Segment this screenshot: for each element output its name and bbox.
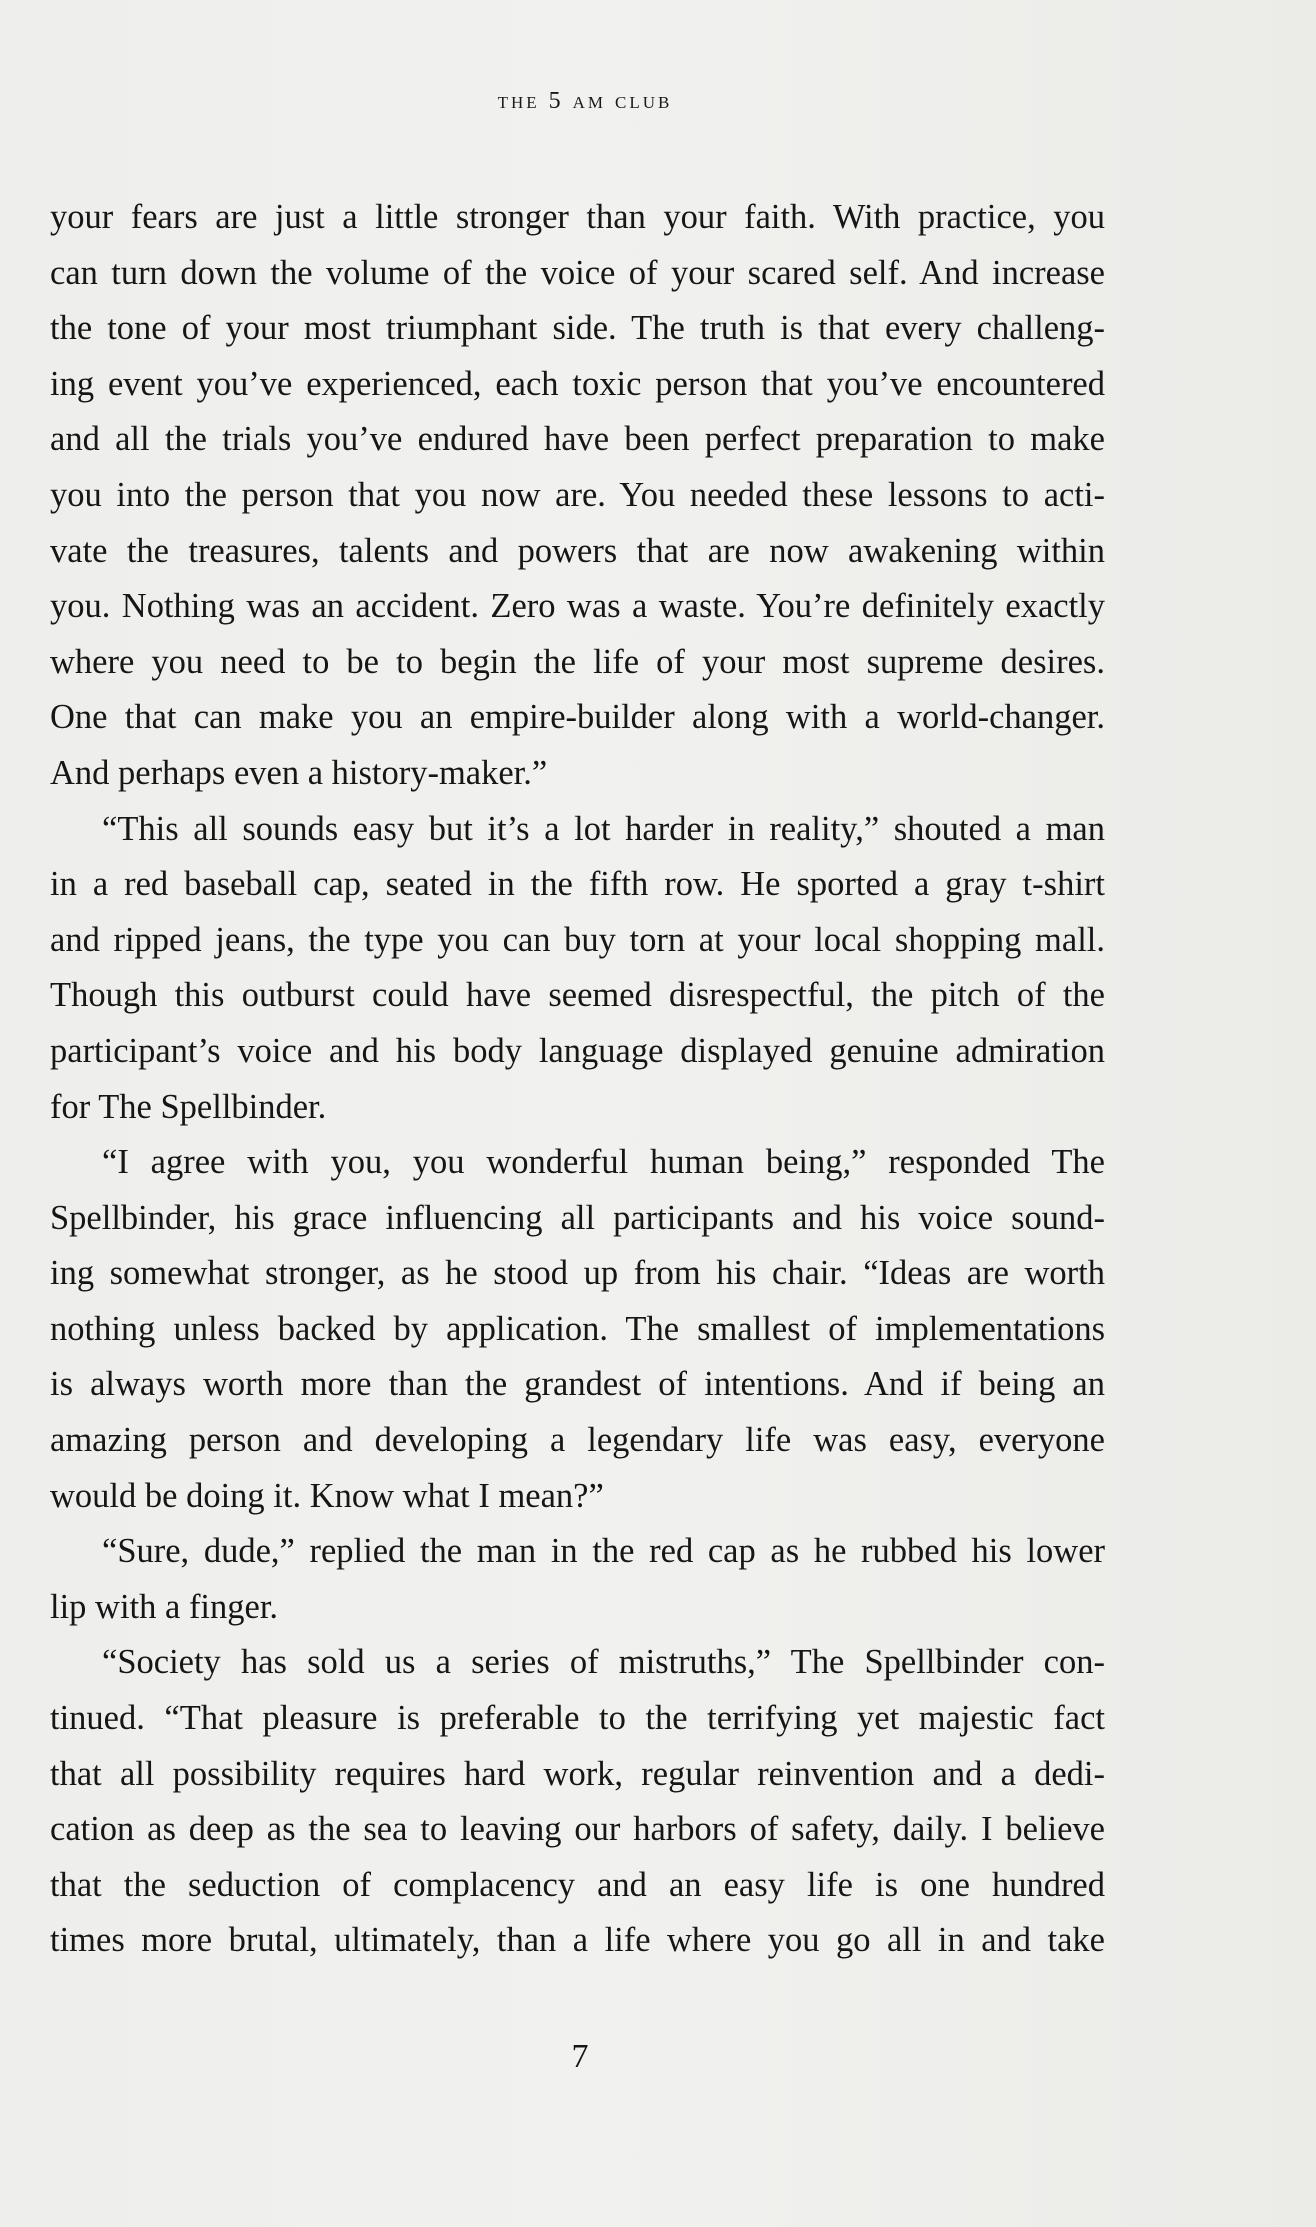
text-line: “Society has sold us a series of mistruths,” The Spellbinder con-: [102, 1643, 1105, 1682]
text-line: can turn down the volume of the voice of your scared self. And increase: [50, 253, 1105, 292]
text-line: you. Nothing was an accident. Zero was a waste. You’re definitely exactly: [50, 587, 1105, 626]
running-head: the 5 am club: [497, 88, 673, 114]
text-line: And perhaps even a history-maker.”: [50, 753, 548, 792]
page-number: 7: [571, 2038, 589, 2075]
text-line: participant’s voice and his body language displayed genuine admiration: [50, 1031, 1105, 1070]
text-line: where you need to be to begin the life of your most supreme desires.: [50, 642, 1105, 681]
text-line: “This all sounds easy but it’s a lot harder in reality,” shouted a man: [102, 809, 1105, 848]
text-line: ing somewhat stronger, as he stood up from his chair. “Ideas are worth: [50, 1254, 1105, 1293]
text-line: “I agree with you, you wonderful human being,” responded The: [102, 1143, 1105, 1182]
text-line: cation as deep as the sea to leaving our harbors of safety, daily. I believe: [50, 1810, 1105, 1849]
text-line: that all possibility requires hard work, regular reinvention and a dedi-: [50, 1754, 1105, 1793]
text-line: and all the trials you’ve endured have been perfect preparation to make: [50, 420, 1105, 459]
text-line: Spellbinder, his grace influencing all participants and his voice sound-: [50, 1198, 1105, 1237]
text-line: that the seduction of complacency and an easy life is one hundred: [50, 1865, 1105, 1904]
text-line: your fears are just a little stronger than your faith. With practice, you: [50, 198, 1105, 236]
text-line: you into the person that you now are. You needed these lessons to acti-: [50, 475, 1105, 514]
text-line: is always worth more than the grandest of intentions. And if being an: [50, 1365, 1105, 1404]
text-line: Though this outburst could have seemed disrespectful, the pitch of the: [50, 976, 1105, 1015]
text-line: amazing person and developing a legendary life was easy, everyone: [50, 1421, 1105, 1460]
text-line: vate the treasures, talents and powers that are now awakening within: [50, 531, 1105, 570]
text-line: and ripped jeans, the type you can buy torn at your local shopping mall.: [50, 920, 1105, 959]
text-line: ing event you’ve experienced, each toxic person that you’ve encountered: [50, 364, 1105, 403]
text-line: One that can make you an empire-builder along with a world-changer.: [50, 698, 1105, 737]
text-line: “Sure, dude,” replied the man in the red cap as he rubbed his lower: [102, 1532, 1105, 1571]
body-text: [50, 190, 1105, 1969]
text-line: for The Spellbinder.: [50, 1087, 327, 1126]
text-line: the tone of your most triumphant side. The truth is that every challeng-: [50, 309, 1105, 348]
text-line: lip with a finger.: [50, 1587, 279, 1626]
text-line: times more brutal, ultimately, than a life where you go all in and take: [50, 1921, 1105, 1960]
text-line: would be doing it. Know what I mean?”: [50, 1476, 604, 1515]
text-line: nothing unless backed by application. The smallest of implementations: [50, 1309, 1105, 1348]
text-line: tinued. “That pleasure is preferable to the terrifying yet majestic fact: [50, 1699, 1105, 1738]
text-line: in a red baseball cap, seated in the fifth row. He sported a gray t-shirt: [50, 865, 1105, 904]
